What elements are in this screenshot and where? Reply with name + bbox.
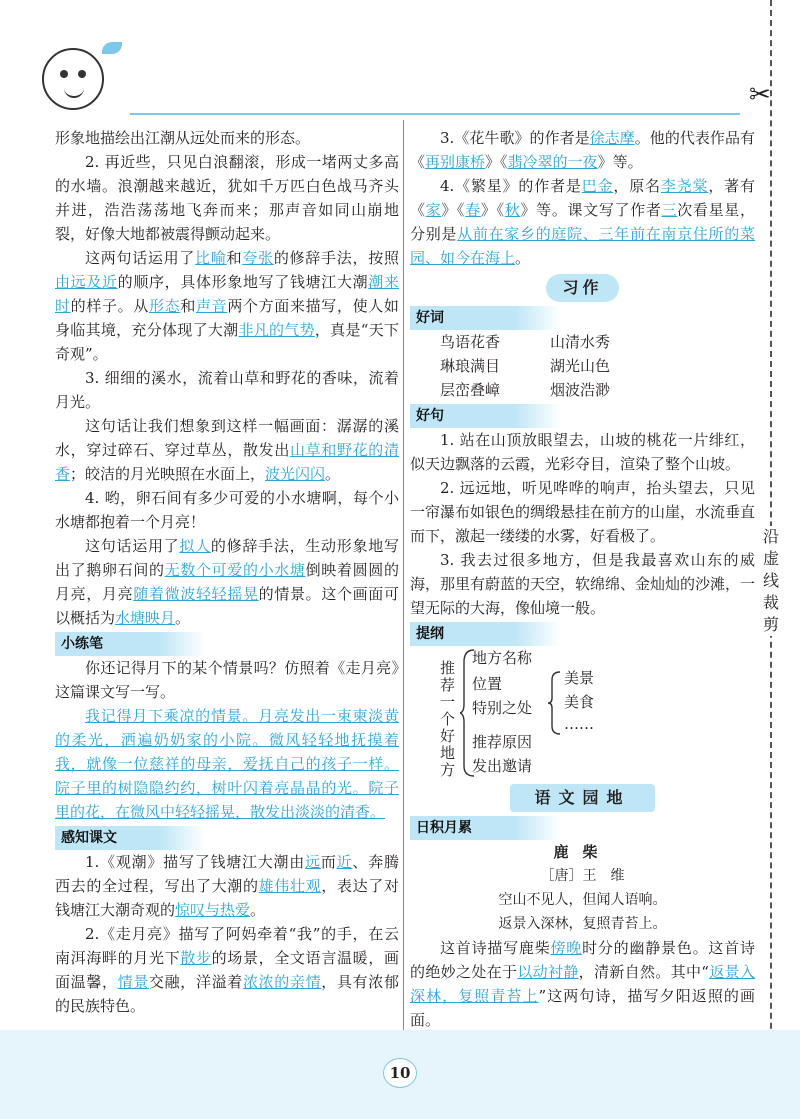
outline-item: 地方名称 bbox=[472, 649, 533, 667]
perceive-1: 1.《观潮》描写了钱塘江大潮由远而近、奔腾西去的全过程，写出了大潮的雄伟壮观，表达了对钱塘江大潮奇观的惊叹与热爱。 bbox=[55, 853, 399, 919]
section-perceive: 感知课文 bbox=[55, 826, 205, 850]
banner-garden: 语文园地 bbox=[410, 784, 755, 812]
section-words: 好词 bbox=[410, 306, 560, 330]
word-item: 层峦叠嶂 bbox=[440, 381, 501, 399]
quote-4: 4. 哟，卵石间有多少可爱的小水塘啊，每个小水塘都抱着一个月亮！ bbox=[55, 489, 399, 531]
poem-line: 返景入深林，复照青苔上。 bbox=[498, 916, 667, 932]
word-item: 琳琅满目 bbox=[440, 357, 501, 375]
column-divider bbox=[403, 120, 404, 1040]
paragraph: 形象地描绘出江潮从远处而来的形态。 bbox=[55, 129, 311, 147]
outline-sub-brace-icon bbox=[548, 670, 562, 736]
section-outline: 提纲 bbox=[410, 622, 560, 646]
quote-3: 3. 细细的溪水，流着山草和野花的香味，流着月光。 bbox=[55, 369, 399, 411]
outline-diagram bbox=[432, 646, 755, 780]
poem-analysis: 这首诗描写鹿柴傍晚时分的幽静景色。这首诗的绝妙之处在于以动衬静，清新自然。其中“返景入深林，复照青苔上”这两句诗，描写夕阳返照的画面。 bbox=[410, 939, 755, 1029]
section-sentences: 好句 bbox=[410, 404, 560, 428]
outline-item: 特别之处 bbox=[472, 699, 533, 717]
word-list bbox=[410, 330, 755, 402]
poem-title: 鹿柴 bbox=[553, 843, 612, 861]
outline-item: 发出邀请 bbox=[472, 757, 533, 775]
perceive-4: 4.《繁星》的作者是巴金，原名李尧棠，著有《家》《春》《秋》等。课文写了作者三次看星星，分别是从前在家乡的庭院、三年前在南京住所的菜园、如今在海上。 bbox=[410, 177, 755, 267]
outline-item: 位置 bbox=[472, 675, 503, 693]
poem-author: ［唐］王 维 bbox=[540, 868, 625, 884]
header-rule bbox=[130, 113, 740, 115]
poem-line: 空山不见人，但闻人语响。 bbox=[498, 892, 667, 908]
outline-item: 推荐原因 bbox=[472, 733, 533, 751]
sentence-3: 3. 我去过很多地方，但是我最喜欢山东的威海，那里有蔚蓝的天空，软绵绵、金灿灿的沙滩，一望无际的大海，像仙境一般。 bbox=[410, 551, 756, 617]
section-daily: 日积月累 bbox=[410, 816, 560, 840]
mascot-logo-icon bbox=[42, 48, 104, 110]
word-item: 湖光山色 bbox=[550, 357, 611, 375]
word-item: 烟波浩渺 bbox=[550, 381, 611, 399]
practice-question: 你还记得月下的某个情景吗？仿照着《走月亮》这篇课文写一写。 bbox=[55, 659, 399, 701]
word-item: 鸟语花香 bbox=[440, 333, 501, 351]
outline-sub-item: 美食 bbox=[564, 693, 595, 711]
sentence-1: 1. 站在山顶放眼望去，山坡的桃花一片绯红，似天边飘落的云霞，光彩夺目，渲染了整个山坡。 bbox=[410, 431, 755, 473]
perceive-2: 2.《走月亮》描写了阿妈牵着“我”的手，在云南洱海畔的月光下散步的场景，全文语言温暖，画面温馨，情景交融，洋溢着浓浓的亲情，具有浓郁的民族特色。 bbox=[55, 925, 399, 1015]
section-practice: 小练笔 bbox=[55, 632, 205, 656]
outline-sub-item: 美景 bbox=[564, 669, 595, 687]
cut-instruction: 沿虚线裁剪 bbox=[760, 526, 782, 636]
analysis-2: 这两句话运用了比喻和夸张的修辞手法，按照由远及近的顺序，具体形象地写了钱塘江大潮潮来时的样子。从形态和声音两个方面来描写，使人如身临其境，充分体现了大潮非凡的气势，真是“天下奇观”。 bbox=[55, 249, 399, 363]
quote-2: 2. 再近些，只见白浪翻滚，形成一堵两丈多高的水墙。浪潮越来越近，犹如千万匹白色战马齐头并进，浩浩荡荡地飞奔而来；那声音如同山崩地裂，好像大地都被震得颤动起来。 bbox=[55, 153, 399, 243]
left-column bbox=[55, 126, 399, 1018]
analysis-3: 这句话让我们想象到这样一幅画面：潺潺的溪水，穿过碎石、穿过草丛，散发出山草和野花的清香；皎洁的月光映照在水面上，波光闪闪。 bbox=[55, 417, 399, 483]
outline-sub-item: …… bbox=[564, 715, 594, 733]
page-number: 10 bbox=[383, 1058, 417, 1088]
banner-writing: 习作 bbox=[410, 274, 755, 302]
perceive-3: 3.《花牛歌》的作者是徐志摩。他的代表作品有《再别康桥》《翡冷翠的一夜》等。 bbox=[410, 129, 755, 171]
practice-answer: 我记得月下乘凉的情景。月亮发出一束柬淡黄的柔光，洒遍奶奶家的小院。微风轻轻地抚摸着我，就像一位慈祥的母亲，爱抚自己的孩子一样。院子里的树隐隐约约，树叶闪着亮晶晶的光。院子里的花，在微风中轻轻摇晃，散发出淡淡的清香。 bbox=[55, 707, 399, 821]
right-column bbox=[410, 126, 755, 1032]
analysis-4: 这句话运用了拟人的修辞手法，生动形象地写出了鹅卵石间的无数个可爱的小水塘倒映着圆圆的月亮，月亮随着微波轻轻摇晃的情景。这个画面可以概括为水塘映月。 bbox=[55, 537, 399, 627]
outline-root: 推荐一个好地方 bbox=[440, 659, 456, 779]
sentence-2: 2. 远远地，听见哗哗的响声，抬头望去，只见一帘瀑布如银色的绸缎悬挂在前方的山崖，水流垂直而下，激起一缕缕的水雾，好看极了。 bbox=[410, 479, 756, 545]
word-item: 山清水秀 bbox=[550, 333, 611, 351]
scissors-icon: ✂ bbox=[749, 80, 771, 110]
